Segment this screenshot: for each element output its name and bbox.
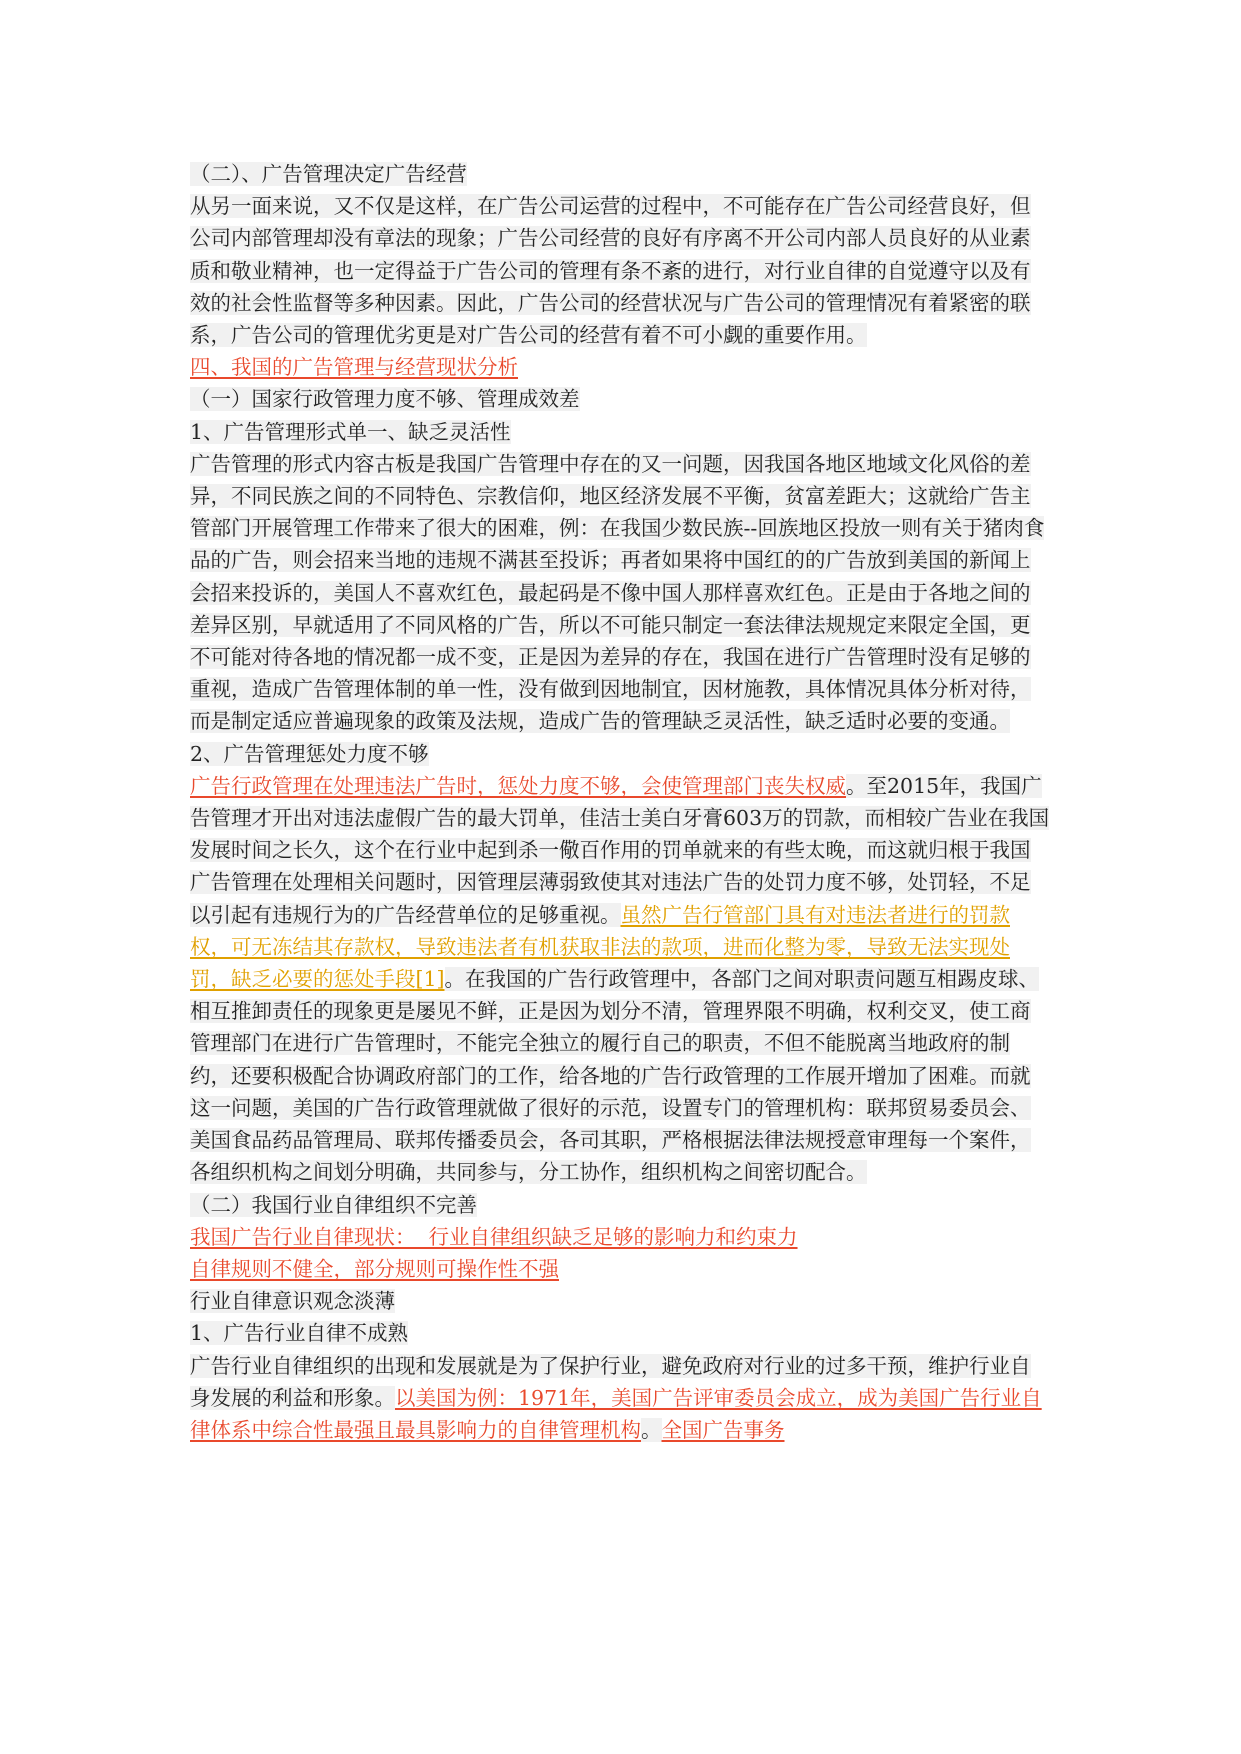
- link-text[interactable]: 我国广告行业自律现状： 行业自律组织缺乏足够的影响力和约束力: [190, 1224, 798, 1249]
- link-heading-text[interactable]: 四、我国的广告管理与经营现状分析: [190, 355, 518, 380]
- subsection-heading-2: [190, 1189, 1050, 1221]
- section-heading-2-2: [190, 158, 1050, 190]
- paragraph-management-form: [190, 448, 1050, 738]
- paragraph-management-business: [190, 190, 1050, 351]
- paragraph-text: 。在我国的广告行政管理中，各部门之间对职责问题互相踢皮球、相互推卸责任的现象更是屡见不鲜，正是因为划分不清，管理界限不明确，权利交叉，使工商管理部门在进行广告管理时，不能完全独立的履行自己的职责，不但不能脱离当地政府的制约，还要积极配合协调政府部门的工作，给各地的广告行政管理的工作展开增加了困难。而就这一问题，美国的广告行政管理就做了很好的示范，设置专门的管理机构：联邦贸易委员会、美国食品药品管理局、联邦传播委员会，各司其职，严格根据法律法规授意审理每一个案件，各组织机构之间划分明确，共同参与，分工协作，组织机构之间密切配合。: [190, 967, 1040, 1185]
- punctuation-text: 。: [641, 1417, 662, 1442]
- heading-text: 1、广告管理形式单一、缺乏灵活性: [190, 419, 511, 444]
- link-text[interactable]: 广告行政管理在处理违法广告时，惩处力度不够，会使管理部门丧失权威: [190, 773, 846, 798]
- paragraph-self-discipline: [190, 1350, 1050, 1447]
- heading-text: 2、广告管理惩处力度不够: [190, 741, 429, 766]
- document-body: [190, 158, 1050, 1446]
- subsection-heading-1-1: [190, 416, 1050, 448]
- paragraph-text: 从另一面来说，又不仅是这样，在广告公司运营的过程中，不可能存在广告公司经营良好，但公司内部管理却没有章法的现象；广告公司经营的良好有序离不开公司内部人员良好的从业素质和敬业精神，也一定得益于广告公司的管理有条不紊的进行，对行业自律的自觉遵守以及有效的社会性监督等多种因素。因此，广告公司的经营状况与广告公司的管理情况有着紧密的联系，广告公司的管理优劣更是对广告公司的经营有着不可小觑的重要作用。: [190, 194, 1031, 348]
- paragraph-text: 广告管理的形式内容古板是我国广告管理中存在的又一问题，因我国各地区地域文化风俗的差异，不同民族之间的不同特色、宗教信仰，地区经济发展不平衡，贫富差距大；这就给广告主管部门开展管理工作带来了很大的困难，例：在我国少数民族--回族地区投放一则有关于猪肉食品的广告，则会招来当地的违规不满甚至投诉；再者如果将中国红的的广告放到美国的新闻上会招来投诉的，美国人不喜欢红色，最起码是不像中国人那样喜欢红色。正是由于各地之间的差异区别，早就适用了不同风格的广告，所以不可能只制定一套法律法规规定来限定全国，更不可能对待各地的情况都一成不变，正是因为差异的存在，我国在进行广告管理时没有足够的重视，造成广告管理体制的单一性，没有做到因地制宜，因材施教，具体情况具体分析对待，而是制定适应普遍现象的政策及法规，造成广告的管理缺乏灵活性，缺乏适时必要的变通。: [190, 451, 1045, 734]
- paragraph-text: 。至2015年，我国广告管理才开出对违法虚假广告的最大罚单，佳洁士美白牙膏603万的罚款，而相较广告业在我国发展时间之长久，这个在行业中起到杀一儆百作用的罚单就来的有些太晚，而这就归根于我国广告管理在处理相关问题时，因管理层薄弱致使其对违法广告的处罚力度不够，处罚轻，不足以引起有违规行为的广告经营单位的足够重视。: [190, 773, 1050, 927]
- link-text[interactable]: 虽然广告行管部门具有对违法者进行的罚款权，可无冻结其存款权，导致违法者有机获取非法的款项，进而化整为零，导致无法实现处罚，缺乏必要的惩处手段[1]: [190, 902, 1010, 992]
- subsection-heading-1-2: [190, 738, 1050, 770]
- link-text[interactable]: 以美国为例：1971年，美国广告评审委员会成立，成为美国广告行业自律体系中综合性最强且最具影响力的自律管理机构: [190, 1385, 1042, 1442]
- self-discipline-status-line-3: [190, 1285, 1050, 1317]
- paragraph-text: 行业自律意识观念淡薄: [190, 1289, 395, 1314]
- paragraph-penalty: [190, 770, 1050, 1189]
- heading-text: 1、广告行业自律不成熟: [190, 1321, 409, 1346]
- link-text[interactable]: 全国广告事务: [661, 1417, 785, 1442]
- heading-text: （二）我国行业自律组织不完善: [190, 1192, 477, 1217]
- link-text[interactable]: 自律规则不健全，部分规则可操作性不强: [190, 1256, 559, 1281]
- subsection-heading-2-1: [190, 1317, 1050, 1349]
- heading-text: （一）国家行政管理力度不够、管理成效差: [190, 387, 580, 412]
- paragraph-text: 广告行业自律组织的出现和发展就是为了保护行业，避免政府对行业的过多干预，维护行业自身发展的利益和形象。: [190, 1353, 1031, 1410]
- heading-text: （二）、广告管理决定广告经营: [190, 162, 467, 186]
- subsection-heading-1: [190, 383, 1050, 415]
- self-discipline-status-line-1: [190, 1221, 1050, 1253]
- section-heading-4: [190, 351, 1050, 383]
- self-discipline-status-line-2: [190, 1253, 1050, 1285]
